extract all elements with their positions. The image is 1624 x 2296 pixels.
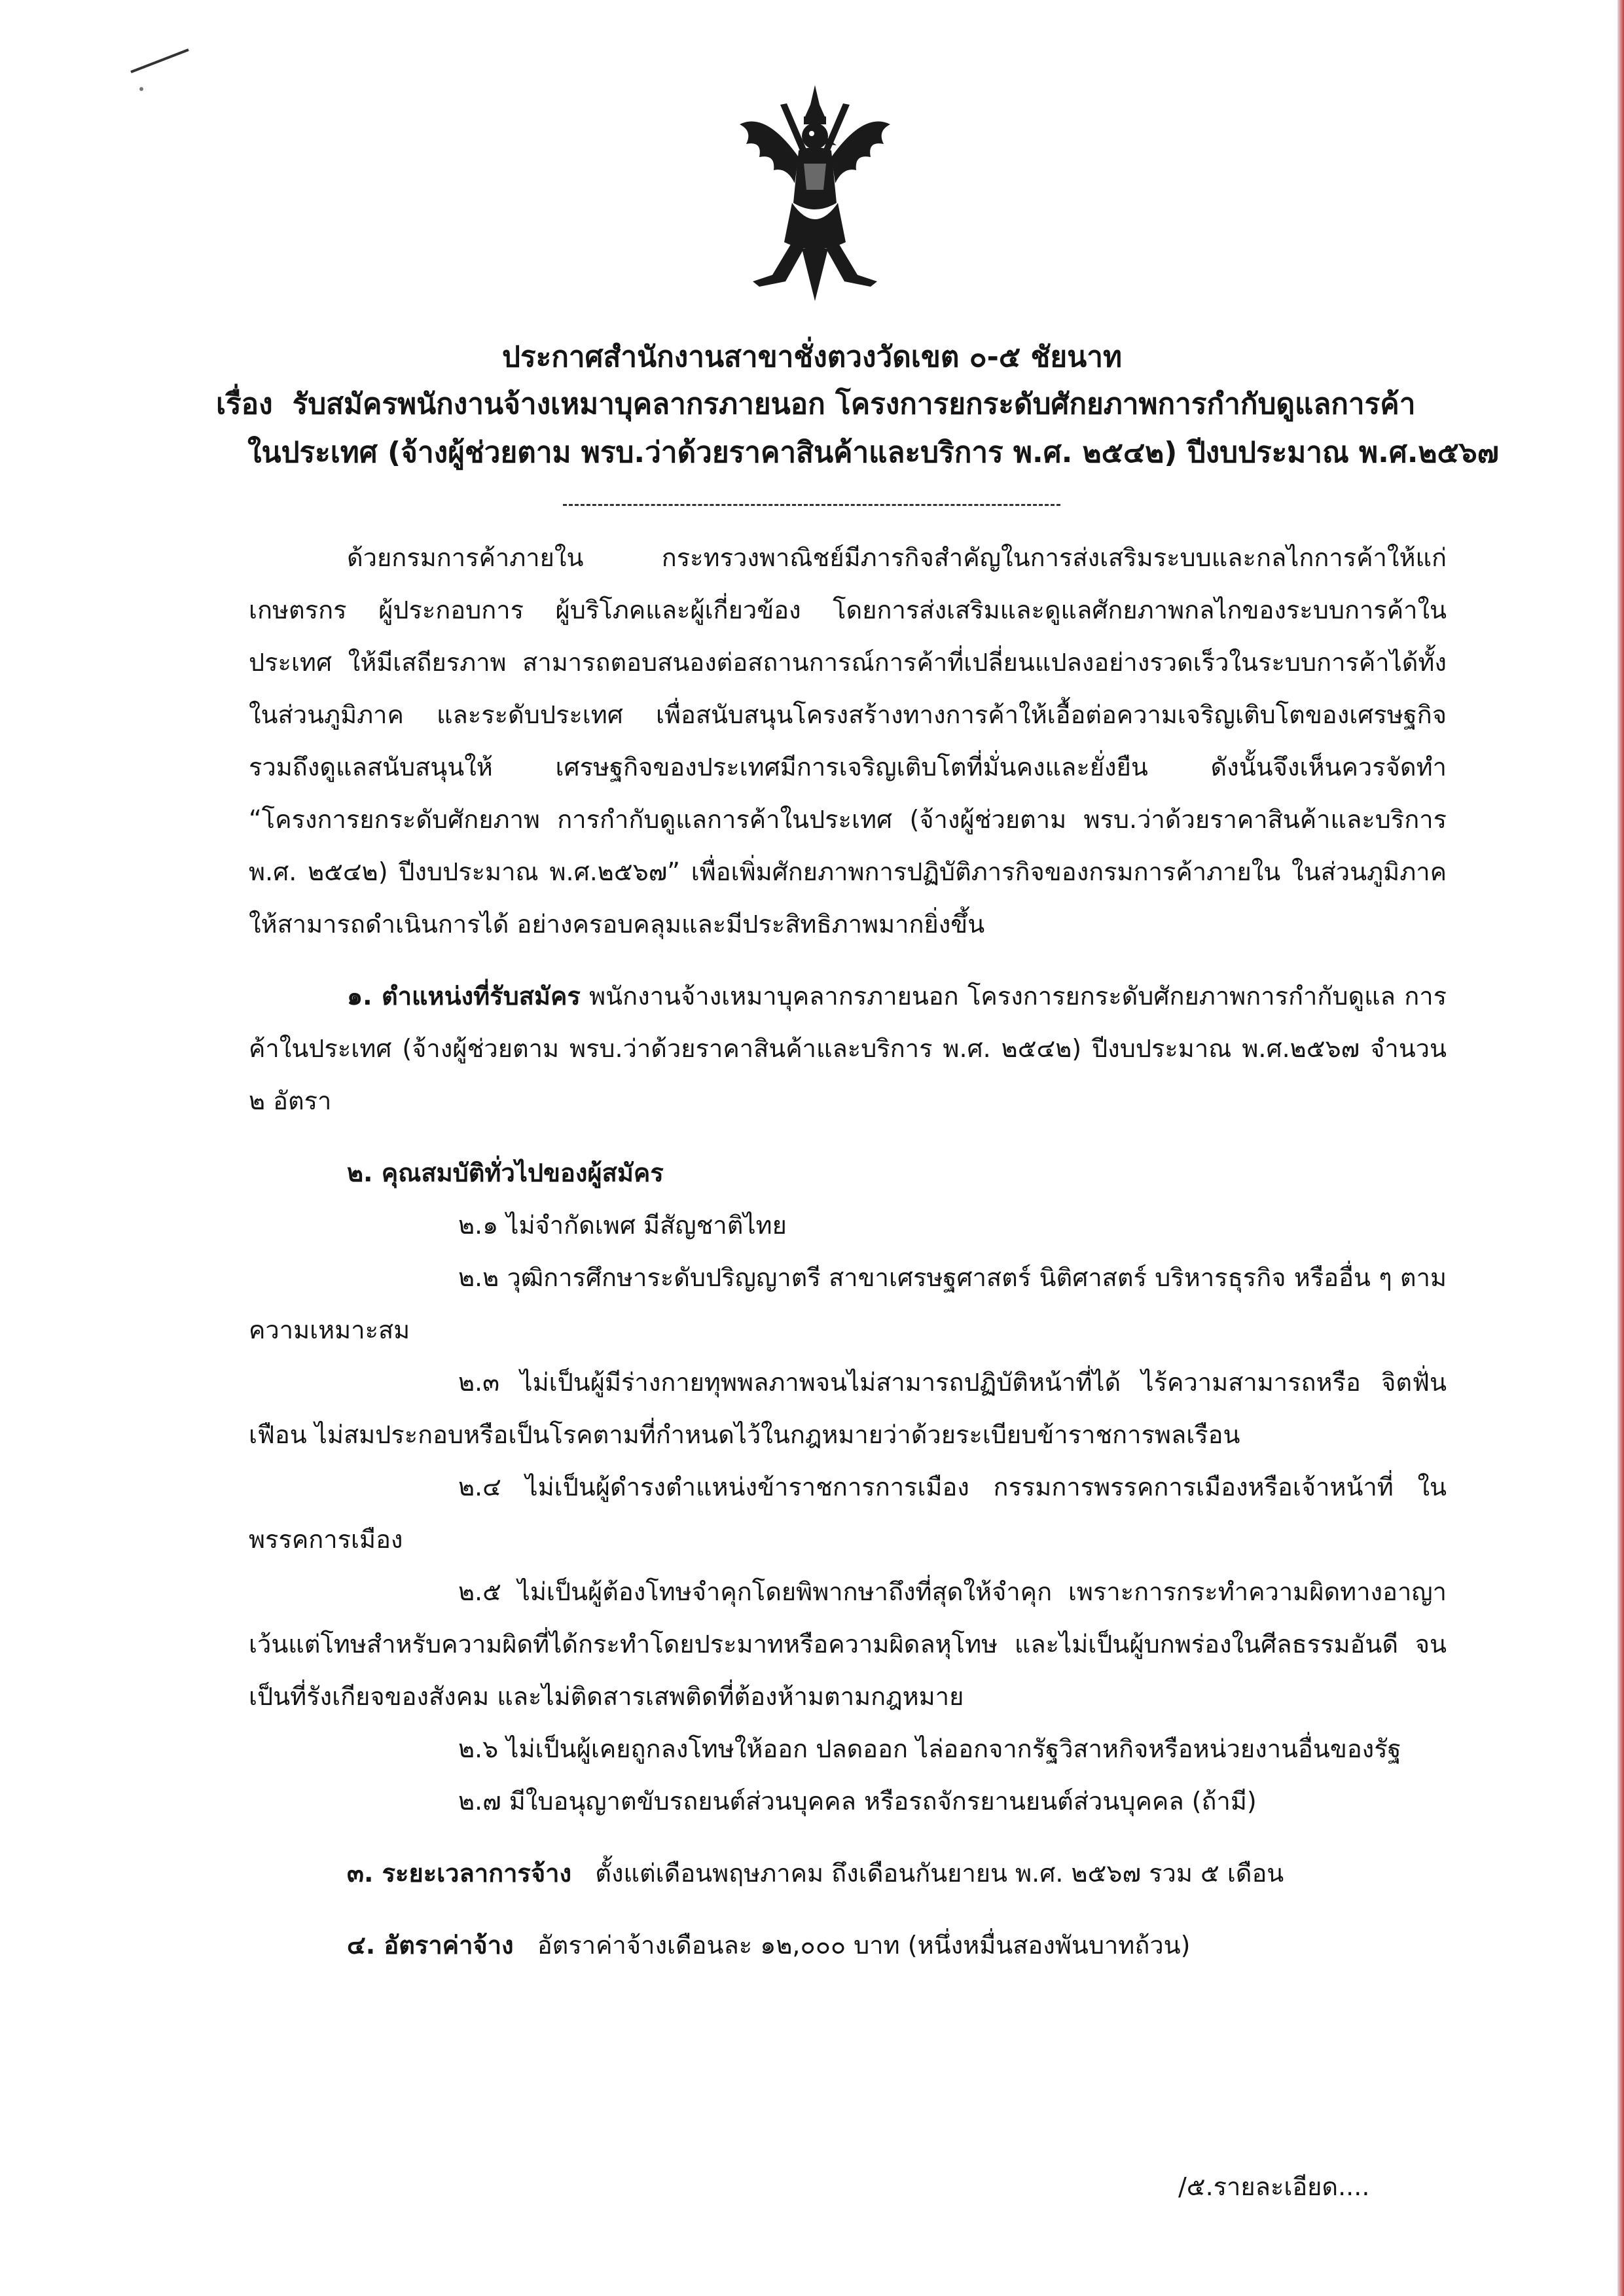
announcement-title: ประกาศสำนักงานสาขาชั่งตวงวัดเขต ๐-๕ ชัยนาท: [502, 340, 1122, 374]
section-4-text: อัตราค่าจ้างเดือนละ ๑๒,๐๐๐ บาท (หนึ่งหมื่นสองพันบาทถ้วน): [537, 1931, 1191, 1960]
qualification-item: ๒.๒ วุฒิการศึกษาระดับปริญญาตรี สาขาเศรษฐศาสตร์ นิติศาสตร์ บริหารธุรกิจ หรืออื่น ๆ ตามความเหมาะสม: [249, 1263, 1447, 1344]
section-3-heading: ๓. ระยะเวลาการจ้าง: [347, 1859, 572, 1888]
qualification-item: ๒.๗ มีใบอนุญาตขับรถยนต์ส่วนบุคคล หรือรถจักรยานยนต์ส่วนบุคคล (ถ้ามี): [458, 1787, 1257, 1816]
continuation-note: /๕.รายละเอียด....: [1178, 2172, 1370, 2201]
pen-mark-icon: [128, 46, 194, 92]
qualification-item: ๒.๕ ไม่เป็นผู้ต้องโทษจำคุกโดยพิพากษาถึงที่สุดให้จำคุก เพราะการกระทำความผิดทางอาญา เว้นแต่โทษสำหรับความผิดที่ได้กระทำโดยประมาทหรือความผิดลหุโทษ และไม่เป็นผู้บกพร่องในศีลธรรมอันดี จนเป็นที่รังเกียจของสังคม และไม่ติดสารเสพติดที่ต้องห้ามตามกฎหมาย: [249, 1577, 1447, 1711]
section-4: [249, 1919, 1447, 1971]
section-4-heading: ๔. อัตราค่าจ้าง: [347, 1931, 514, 1960]
section-3-text: ตั้งแต่เดือนพฤษภาคม ถึงเดือนกันยายน พ.ศ. ๒๕๖๗ รวม ๕ เดือน: [595, 1859, 1284, 1888]
qualification-item: ๒.๔ ไม่เป็นผู้ดำรงตำแหน่งข้าราชการการเมือง กรรมการพรรคการเมืองหรือเจ้าหน้าที่ ในพรรคการเมือง: [249, 1473, 1447, 1554]
intro-paragraph: ด้วยกรมการค้าภายใน กระทรวงพาณิชย์มีภารกิจสำคัญในการส่งเสริมระบบและกลไกการค้าให้แก่เกษตรกร ผู้ประกอบการ ผู้บริโภคและผู้เกี่ยวข้อง โดยการส่งเสริมและดูแลศักยภาพกลไกของระบบการค้าในประเทศ ให้มีเสถียรภาพ สามารถตอบสนองต่อสถานการณ์การค้าที่เปลี่ยนแปลงอย่างรวดเร็วในระบบการค้าได้ทั้งในส่วนภูมิภาค และระดับประเทศ เพื่อสนับสนุนโครงสร้างทางการค้าให้เอื้อต่อความเจริญเติบโตของเศรษฐกิจ รวมถึงดูแลสนับสนุนให้ เศรษฐกิจของประเทศมีการเจริญเติบโตที่มั่นคงและยั่งยืน ดังนั้นจึงเห็นควรจัดทำ “โครงการยกระดับศักยภาพ การกำกับดูแลการค้าในประเทศ (จ้างผู้ช่วยตาม พรบ.ว่าด้วยราคาสินค้าและบริการ พ.ศ. ๒๕๔๒) ปีงบประมาณ พ.ศ.๒๕๖๗” เพื่อเพิ่มศักยภาพการปฏิบัติภารกิจของกรมการค้าภายใน ในส่วนภูมิภาคให้สามารถดำเนินการได้ อย่างครอบคลุมและมีประสิทธิภาพมากยิ่งขึ้น: [249, 543, 1447, 939]
section-1-heading: ๑. ตำแหน่งที่รับสมัคร: [347, 982, 581, 1011]
qualification-item: ๒.๖ ไม่เป็นผู้เคยถูกลงโทษให้ออก ปลดออก ไล่ออกจากรัฐวิสาหกิจหรือหน่วยงานอื่นของรัฐ: [458, 1734, 1401, 1763]
section-2-heading: ๒. คุณสมบัติทั่วไปของผู้สมัคร: [347, 1158, 664, 1187]
body-content: [249, 531, 1447, 1971]
qualification-item: ๒.๓ ไม่เป็นผู้มีร่างกายทุพพลภาพจนไม่สามารถปฏิบัติหน้าที่ได้ ไร้ความสามารถหรือ จิตฟั่นเฟือน ไม่สมประกอบหรือเป็นโรคตามที่กำหนดไว้ในกฎหมายว่าด้วยระเบียบข้าราชการพลเรือน: [249, 1368, 1447, 1449]
divider-rule: [563, 504, 1060, 506]
qualification-item: ๒.๑ ไม่จำกัดเพศ มีสัญชาติไทย: [458, 1211, 787, 1240]
subject-line-1: [216, 381, 1415, 427]
section-3: [249, 1847, 1447, 1899]
section-1-text: พนักงานจ้างเหมาบุคลากรภายนอก โครงการยกระดับศักยภาพการกำกับดูแล การค้าในประเทศ (จ้างผู้ช่วยตาม พรบ.ว่าด้วยราคาสินค้าและบริการ พ.ศ. ๒๕๔๒) ปีงบประมาณ พ.ศ.๒๕๖๗ จำนวน ๒ อัตรา: [249, 982, 1447, 1115]
garuda-emblem-icon: [727, 85, 903, 301]
subject-label: เรื่อง: [216, 387, 273, 421]
subject-line-2: ในประเทศ (จ้างผู้ช่วยตาม พรบ.ว่าด้วยราคาสินค้าและบริการ พ.ศ. ๒๕๔๒) ปีงบประมาณ พ.ศ.๒๕๖๗: [247, 436, 1499, 469]
section-1: [249, 970, 1447, 1127]
subject-text-1: รับสมัครพนักงานจ้างเหมาบุคลากรภายนอก โครงการยกระดับศักยภาพการกำกับดูแลการค้า: [292, 387, 1416, 421]
